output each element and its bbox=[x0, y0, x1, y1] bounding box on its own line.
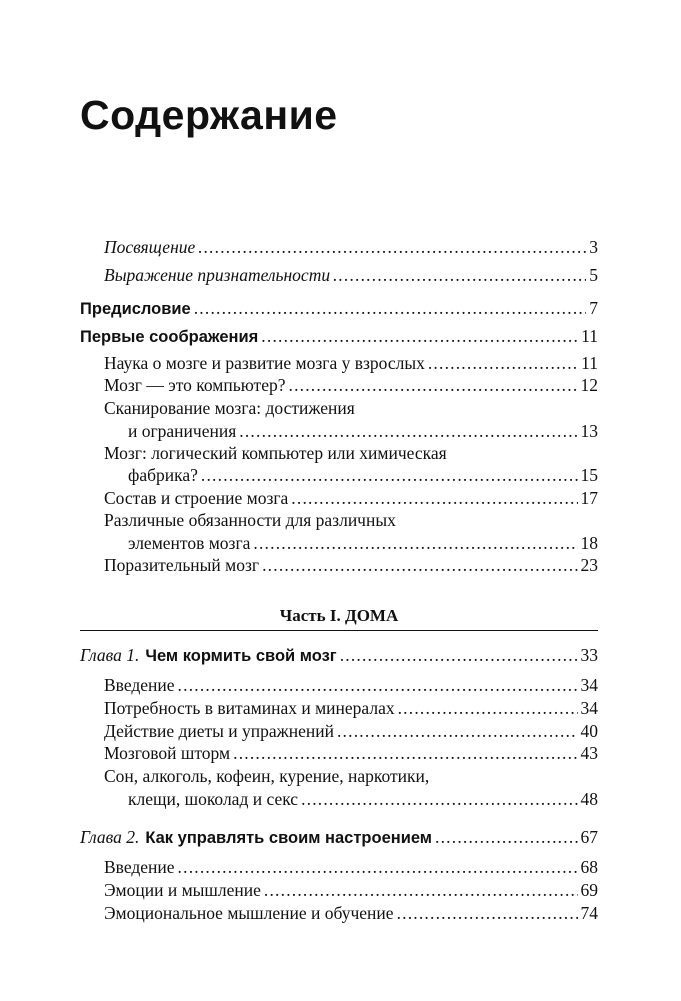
toc-entry[interactable] bbox=[104, 554, 598, 576]
toc-entry-title: Поразительный мозг bbox=[104, 555, 260, 575]
toc-entry-acknowledgements[interactable] bbox=[104, 264, 598, 286]
toc-entry-title: Мозговой шторм bbox=[104, 743, 231, 763]
leader-dots bbox=[201, 464, 578, 486]
toc-entry[interactable] bbox=[128, 532, 598, 554]
toc-entry[interactable] bbox=[104, 352, 598, 374]
leader-dots bbox=[428, 352, 578, 374]
leader-dots bbox=[264, 879, 578, 901]
toc-entry-title: Введение bbox=[104, 675, 175, 695]
part-divider bbox=[80, 630, 598, 631]
leader-dots bbox=[337, 720, 578, 742]
toc-page-number: 48 bbox=[580, 789, 598, 809]
toc-entry[interactable] bbox=[104, 720, 598, 742]
toc-page-number: 7 bbox=[589, 298, 598, 318]
toc-entry-title-line1[interactable]: Различные обязанности для различных bbox=[104, 510, 396, 530]
leader-dots bbox=[194, 297, 587, 319]
leader-dots bbox=[301, 788, 577, 810]
toc-page-number: 18 bbox=[580, 533, 598, 553]
toc-entry[interactable] bbox=[104, 879, 598, 901]
toc-entry-dedication[interactable] bbox=[104, 236, 598, 258]
leader-dots bbox=[239, 420, 577, 442]
toc-entry-title: Эмоции и мышление bbox=[104, 880, 261, 900]
toc-page-number: 3 bbox=[589, 237, 598, 257]
toc-page-number: 67 bbox=[580, 827, 598, 847]
toc-page-number: 15 bbox=[580, 465, 598, 485]
toc-page-number: 40 bbox=[580, 721, 598, 741]
toc-page-number: 5 bbox=[589, 265, 598, 285]
toc-page-number: 11 bbox=[581, 326, 598, 346]
toc-page-number: 17 bbox=[580, 488, 598, 508]
toc-entry-title: Состав и строение мозга bbox=[104, 488, 289, 508]
leader-dots bbox=[397, 902, 578, 924]
leader-dots bbox=[289, 374, 578, 396]
toc-entry[interactable] bbox=[128, 420, 598, 442]
toc-entry-title-line2: элементов мозга bbox=[128, 533, 251, 553]
leader-dots bbox=[253, 532, 577, 554]
toc-entry-chapter-2[interactable] bbox=[80, 826, 598, 849]
toc-entry-title-line1[interactable]: Мозг: логический компьютер или химическая bbox=[104, 443, 447, 463]
toc-entry-title: Выражение признательности bbox=[104, 265, 331, 285]
toc-section-title: Первые соображения bbox=[80, 328, 259, 346]
part-title: Часть I. ДОМА bbox=[279, 606, 399, 625]
toc-entry-title-line1[interactable]: Сон, алкоголь, кофеин, курение, наркотики, bbox=[104, 766, 430, 786]
toc-page-number: 43 bbox=[580, 743, 598, 763]
toc-page-number: 12 bbox=[580, 375, 598, 395]
toc-page-number: 68 bbox=[580, 857, 598, 877]
toc-entry-title-line2: фабрика? bbox=[128, 465, 198, 485]
toc-page-number: 69 bbox=[580, 880, 598, 900]
leader-dots bbox=[178, 856, 578, 878]
leader-dots bbox=[262, 554, 577, 576]
toc-entry-title-line2: клещи, шоколад и секс bbox=[128, 789, 299, 809]
toc-entry-title: Эмоциональное мышление и обучение bbox=[104, 903, 394, 923]
chapter-label: Глава 1. bbox=[80, 645, 140, 665]
toc-entry[interactable] bbox=[104, 902, 598, 924]
toc-page-number: 23 bbox=[580, 555, 598, 575]
toc-entry[interactable] bbox=[104, 697, 598, 719]
chapter-label: Глава 2. bbox=[80, 827, 140, 847]
toc-entry-title: Мозг — это компьютер? bbox=[104, 375, 286, 395]
leader-dots bbox=[340, 644, 578, 666]
toc-page-number: 34 bbox=[580, 675, 598, 695]
leader-dots bbox=[261, 325, 578, 347]
toc-entry-title-line1[interactable]: Сканирование мозга: достижения bbox=[104, 398, 355, 418]
toc-entry[interactable] bbox=[128, 788, 598, 810]
toc-entry-title: Введение bbox=[104, 857, 175, 877]
leader-dots bbox=[198, 236, 586, 258]
toc-entry-title: Действие диеты и упражнений bbox=[104, 721, 334, 741]
toc-page-number: 33 bbox=[580, 645, 598, 665]
toc-entry-title-line2: и ограничения bbox=[128, 421, 237, 441]
toc-entry-chapter-1[interactable] bbox=[80, 644, 598, 667]
leader-dots bbox=[233, 742, 577, 764]
toc-page-number: 11 bbox=[581, 353, 598, 373]
toc-entry-preface[interactable] bbox=[80, 297, 598, 320]
leader-dots bbox=[435, 826, 577, 848]
toc-entry[interactable] bbox=[104, 742, 598, 764]
chapter-title: Как управлять своим настроением bbox=[145, 829, 433, 847]
page-title: Содержание bbox=[80, 92, 338, 138]
toc-entry[interactable] bbox=[104, 374, 598, 396]
toc-entry[interactable] bbox=[104, 856, 598, 878]
leader-dots bbox=[178, 674, 578, 696]
toc-entry-title: Потребность в витаминах и минералах bbox=[104, 698, 395, 718]
toc-page-number: 74 bbox=[580, 903, 598, 923]
toc-page-number: 34 bbox=[580, 698, 598, 718]
chapter-title: Чем кормить свой мозг bbox=[145, 647, 337, 665]
toc-entry[interactable] bbox=[104, 487, 598, 509]
toc-section-title: Предисловие bbox=[80, 300, 191, 318]
toc-entry[interactable] bbox=[128, 464, 598, 486]
toc-page-number: 13 bbox=[580, 421, 598, 441]
leader-dots bbox=[333, 264, 586, 286]
leader-dots bbox=[291, 487, 577, 509]
toc-entry-first-thoughts[interactable] bbox=[80, 325, 598, 348]
toc-entry-title: Посвящение bbox=[104, 237, 196, 257]
toc-entry-title: Наука о мозге и развитие мозга у взрослых bbox=[104, 353, 425, 373]
toc-entry[interactable] bbox=[104, 674, 598, 696]
leader-dots bbox=[398, 697, 578, 719]
